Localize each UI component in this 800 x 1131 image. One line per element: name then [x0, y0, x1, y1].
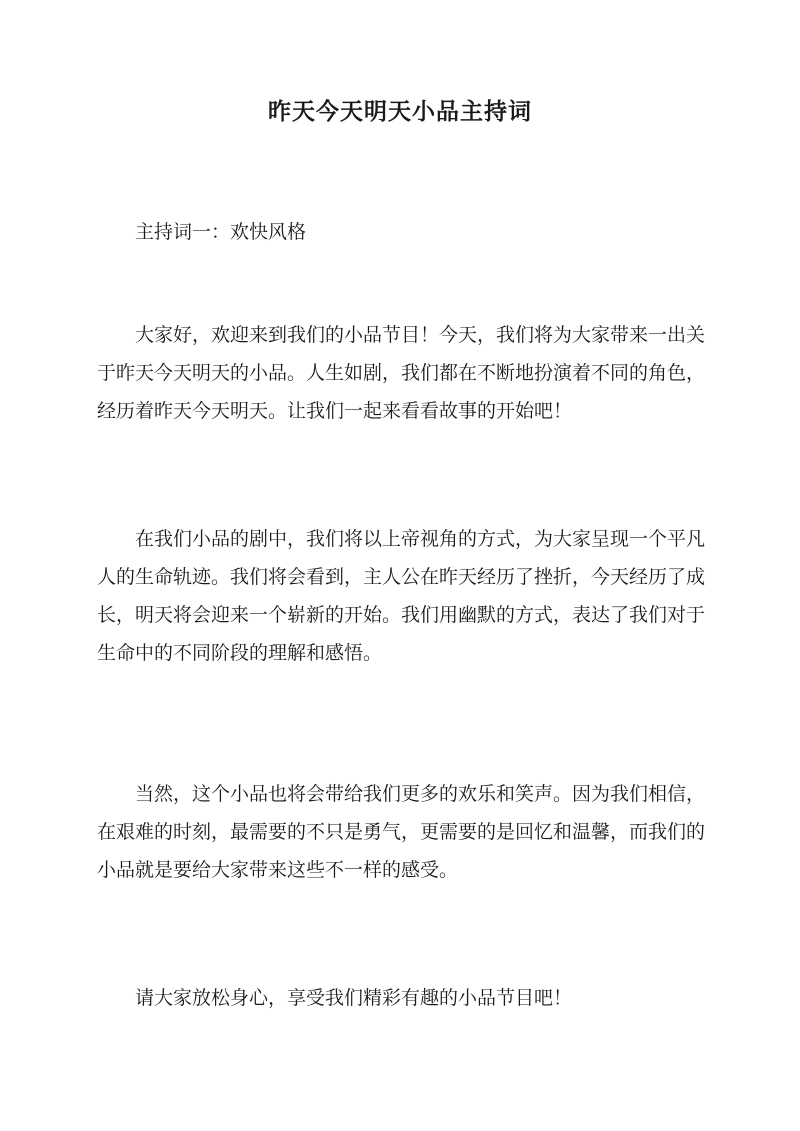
paragraph-4 [97, 979, 703, 1017]
paragraph-line: 在我们小品的剧中，我们将以上帝视角的方式，为大家呈现一个平凡 [135, 528, 706, 550]
paragraph-line: 小品就是要给大家带来这些不一样的感受。 [97, 859, 459, 881]
section-heading-text: 主持词一：欢快风格 [135, 221, 307, 243]
section-heading [97, 213, 703, 251]
document-title: 昨天今天明天小品主持词 [268, 98, 532, 125]
paragraph-2 [97, 520, 706, 672]
paragraph-line: 人的生命轨迹。我们将会看到，主人公在昨天经历了挫折，今天经历了成 [97, 566, 706, 588]
paragraph-line: 长，明天将会迎来一个崭新的开始。我们用幽默的方式，表达了我们对于 [97, 604, 706, 626]
paragraph-line: 大家好，欢迎来到我们的小品节目！今天，我们将为大家带来一出关 [135, 324, 706, 346]
paragraph-3 [97, 775, 706, 889]
paragraph-line: 当然，这个小品也将会带给我们更多的欢乐和笑声。因为我们相信， [135, 783, 706, 805]
paragraph-line: 在艰难的时刻，最需要的不只是勇气，更需要的是回忆和温馨，而我们的 [97, 821, 706, 843]
paragraph-line: 经历着昨天今天明天。让我们一起来看看故事的开始吧！ [97, 400, 573, 422]
paragraph-line: 请大家放松身心，享受我们精彩有趣的小品节目吧！ [135, 987, 573, 1009]
paragraph-1 [97, 316, 706, 430]
paragraph-line: 生命中的不同阶段的理解和感悟。 [97, 642, 383, 664]
paragraph-line: 于昨天今天明天的小品。人生如剧，我们都在不断地扮演着不同的角色， [97, 362, 706, 384]
